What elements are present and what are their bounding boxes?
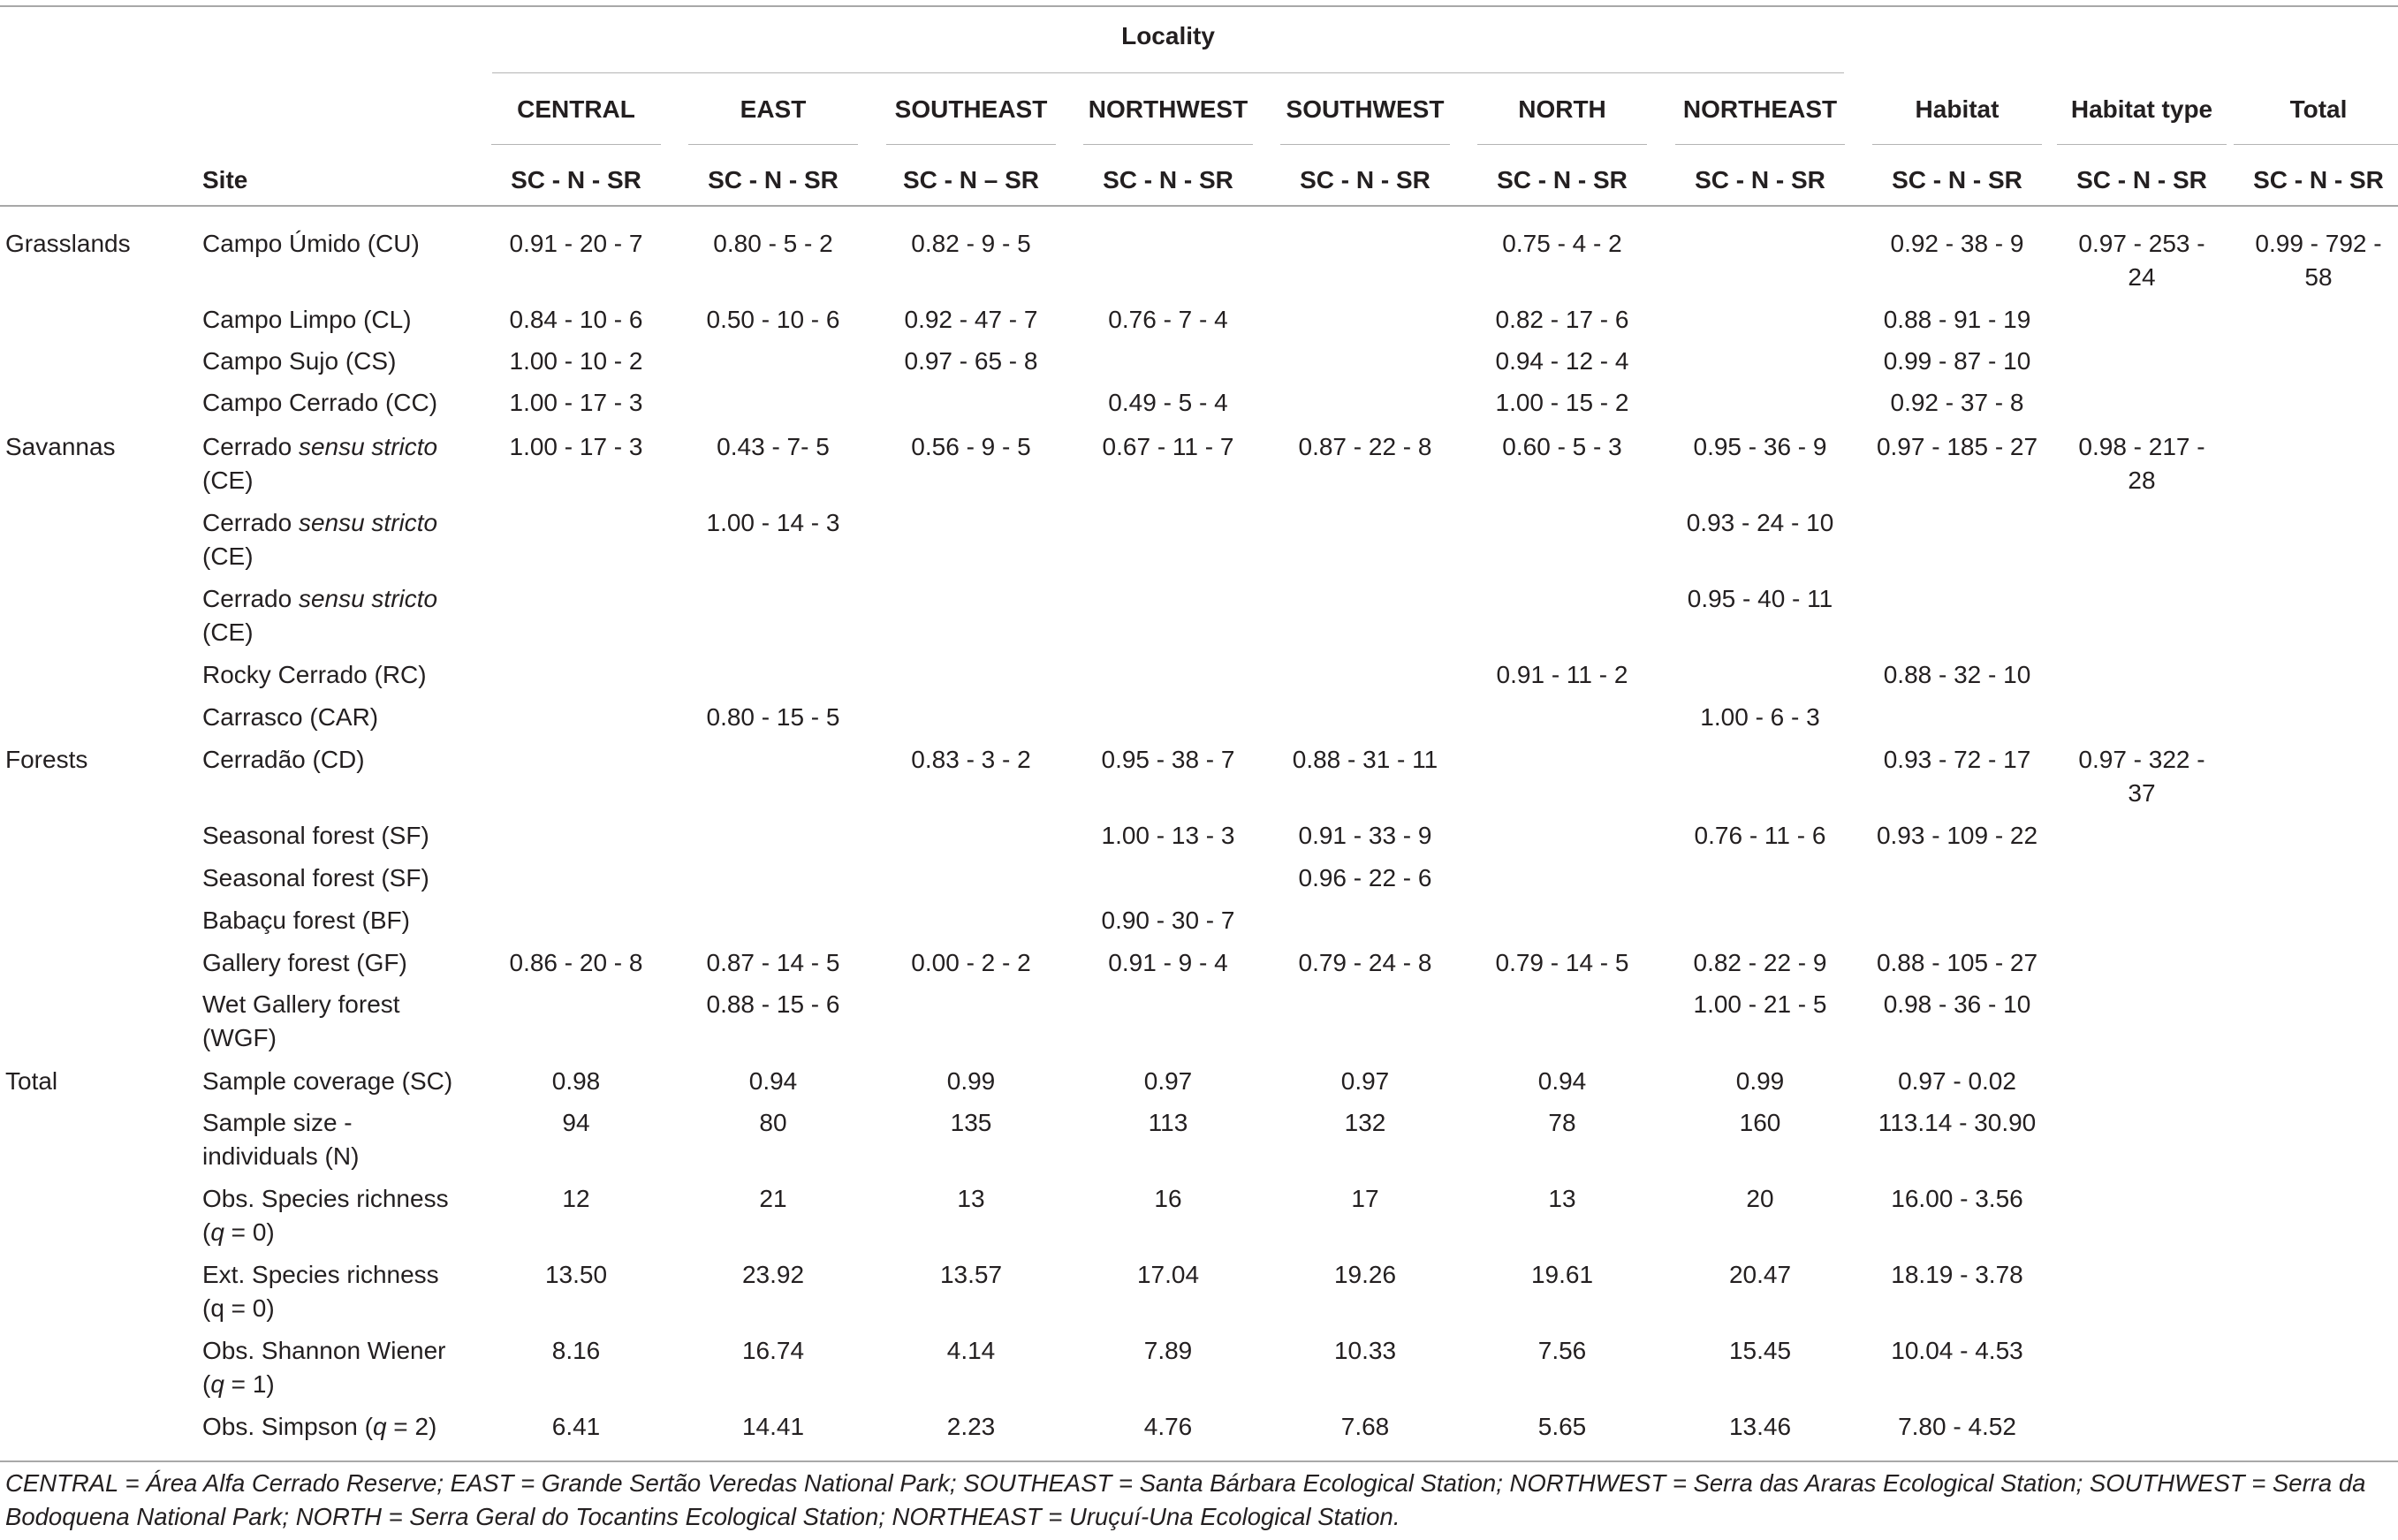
locality-col-header: SOUTHEAST — [894, 95, 1048, 123]
summary-cell: 7.80 - 4.52 — [1898, 1413, 2016, 1440]
site-label: Cerrado sensu stricto — [202, 585, 438, 612]
site-label: Cerrado sensu stricto — [202, 509, 438, 536]
column-underline — [1675, 144, 1845, 145]
locality-cell: 0.90 - 30 - 7 — [1101, 907, 1235, 934]
habitat-cell: 0.93 - 72 - 17 — [1883, 746, 2031, 773]
locality-cell: 0.76 - 11 - 6 — [1694, 822, 1826, 849]
locality-cell: 0.82 - 9 - 5 — [911, 230, 1031, 257]
summary-cell: 13 — [957, 1185, 985, 1212]
locality-cell: 0.91 - 20 - 7 — [509, 230, 643, 257]
locality-underline — [492, 72, 1844, 73]
subheader: SC - N - SR — [1892, 166, 2022, 193]
locality-cell: 0.95 - 38 - 7 — [1101, 746, 1235, 773]
site-label: Seasonal forest (SF) — [202, 822, 429, 849]
column-underline — [2057, 144, 2227, 145]
locality-cell: 1.00 - 17 - 3 — [509, 433, 643, 460]
summary-cell: 13.46 — [1728, 1413, 1792, 1440]
summary-cell: 113.14 - 30.90 — [1878, 1109, 2037, 1136]
bottom-rule — [0, 1460, 2398, 1462]
habitat-type-cell: 37 — [2128, 779, 2156, 807]
locality-cell: 0.88 - 31 - 11 — [1292, 746, 1438, 773]
locality-col-header: SOUTHWEST — [1286, 95, 1445, 123]
locality-col-header: EAST — [740, 95, 807, 123]
summary-cell: 132 — [1344, 1109, 1386, 1136]
habitat-type-header: Habitat type — [2070, 95, 2213, 123]
summary-cell: 23.92 — [741, 1261, 805, 1288]
locality-cell: 0.79 - 24 - 8 — [1298, 949, 1432, 976]
site-label-line2: (q = 0) — [202, 1294, 275, 1322]
locality-col-header: NORTHWEST — [1088, 95, 1248, 123]
locality-cell: 0.87 - 22 - 8 — [1298, 433, 1432, 460]
summary-cell: 16.74 — [741, 1337, 805, 1364]
summary-cell: 135 — [950, 1109, 992, 1136]
locality-cell: 0.86 - 20 - 8 — [509, 949, 643, 976]
locality-cell: 0.95 - 36 - 9 — [1693, 433, 1827, 460]
site-label: Rocky Cerrado (RC) — [202, 661, 427, 688]
locality-cell: 0.80 - 15 - 5 — [706, 703, 840, 731]
habitat-type-cell: 0.97 - 253 - — [2078, 230, 2205, 257]
locality-cell: 0.94 - 12 - 4 — [1495, 347, 1629, 375]
site-header: Site — [202, 166, 248, 193]
group-label-grasslands: Grasslands — [5, 230, 131, 257]
summary-cell: 12 — [562, 1185, 590, 1212]
locality-cell: 0.56 - 9 - 5 — [911, 433, 1031, 460]
locality-cell: 1.00 - 13 - 3 — [1101, 822, 1235, 849]
habitat-cell: 0.88 - 105 - 27 — [1876, 949, 2038, 976]
locality-cell: 0.91 - 33 - 9 — [1298, 822, 1432, 849]
habitat-cell: 0.92 - 37 - 8 — [1890, 389, 2024, 416]
total-cell: 58 — [2304, 263, 2333, 291]
habitat-cell: 0.88 - 91 - 19 — [1883, 306, 2031, 333]
subheader: SC - N - SR — [1497, 166, 1628, 193]
subheader: SC - N – SR — [902, 166, 1040, 193]
habitat-cell: 0.92 - 38 - 9 — [1890, 230, 2024, 257]
summary-cell: 10.33 — [1333, 1337, 1397, 1364]
locality-cell: 0.96 - 22 - 6 — [1298, 864, 1432, 891]
locality-cell: 0.00 - 2 - 2 — [911, 949, 1031, 976]
habitat-cell: 0.97 - 185 - 27 — [1876, 433, 2038, 460]
summary-cell: 19.61 — [1530, 1261, 1594, 1288]
locality-col-header: NORTHEAST — [1682, 95, 1838, 123]
summary-cell: 0.97 — [1340, 1067, 1390, 1095]
group-label-forests: Forests — [5, 746, 88, 773]
subheader: SC - N - SR — [2253, 166, 2384, 193]
column-underline — [1872, 144, 2042, 145]
summary-cell: 160 — [1739, 1109, 1781, 1136]
site-label-line2: (q = 1) — [202, 1370, 275, 1398]
locality-cell: 0.82 - 22 - 9 — [1693, 949, 1827, 976]
locality-cell: 1.00 - 15 - 2 — [1495, 389, 1629, 416]
summary-cell: 6.41 — [551, 1413, 601, 1440]
group-label-total: Total — [5, 1067, 58, 1095]
summary-cell: 0.94 — [748, 1067, 798, 1095]
summary-cell: 0.94 — [1537, 1067, 1587, 1095]
site-label: Cerrado sensu stricto — [202, 433, 438, 460]
summary-cell: 8.16 — [551, 1337, 601, 1364]
summary-cell: 0.97 — [1143, 1067, 1193, 1095]
summary-cell: 14.41 — [741, 1413, 805, 1440]
locality-cell: 0.92 - 47 - 7 — [904, 306, 1038, 333]
column-underline — [2234, 144, 2398, 145]
summary-cell: 17.04 — [1136, 1261, 1200, 1288]
total-cell: 0.99 - 792 - — [2255, 230, 2382, 257]
summary-cell: 0.98 — [551, 1067, 601, 1095]
column-underline — [1477, 144, 1647, 145]
locality-cell: 0.82 - 17 - 6 — [1495, 306, 1629, 333]
locality-cell: 0.60 - 5 - 3 — [1502, 433, 1622, 460]
site-label: Obs. Shannon Wiener — [202, 1337, 446, 1364]
locality-cell: 0.91 - 9 - 4 — [1108, 949, 1228, 976]
habitat-cell: 0.88 - 32 - 10 — [1883, 661, 2031, 688]
summary-cell: 17 — [1351, 1185, 1379, 1212]
locality-header: Locality — [1121, 22, 1215, 49]
summary-cell: 4.14 — [946, 1337, 996, 1364]
site-label: Seasonal forest (SF) — [202, 864, 429, 891]
locality-cell: 1.00 - 17 - 3 — [509, 389, 643, 416]
habitat-type-cell: 0.97 - 322 - — [2078, 746, 2205, 773]
summary-cell: 21 — [759, 1185, 787, 1212]
summary-cell: 94 — [562, 1109, 590, 1136]
summary-cell: 15.45 — [1728, 1337, 1792, 1364]
site-label-line2: (CE) — [202, 467, 254, 494]
locality-col-header: CENTRAL — [517, 95, 635, 123]
locality-col-header: NORTH — [1518, 95, 1606, 123]
subheader: SC - N - SR — [511, 166, 641, 193]
total-header: Total — [2289, 95, 2348, 123]
summary-cell: 7.68 — [1340, 1413, 1390, 1440]
habitat-cell: 0.98 - 36 - 10 — [1883, 990, 2031, 1018]
locality-cell: 0.80 - 5 - 2 — [713, 230, 833, 257]
site-label-line2: (CE) — [202, 542, 254, 570]
summary-cell: 113 — [1148, 1109, 1188, 1136]
subheader: SC - N - SR — [1695, 166, 1825, 193]
site-label-line2: individuals (N) — [202, 1142, 360, 1170]
locality-cell: 0.50 - 10 - 6 — [706, 306, 840, 333]
habitat-type-cell: 28 — [2128, 467, 2156, 494]
summary-cell: 13.57 — [939, 1261, 1003, 1288]
column-underline — [491, 144, 661, 145]
column-underline — [886, 144, 1056, 145]
site-label: Carrasco (CAR) — [202, 703, 379, 731]
site-label: Obs. Simpson (q = 2) — [202, 1413, 437, 1440]
site-label: Cerradão (CD) — [202, 746, 365, 773]
summary-cell: 20 — [1746, 1185, 1774, 1212]
summary-cell: 13.50 — [544, 1261, 608, 1288]
locality-cell: 0.76 - 7 - 4 — [1108, 306, 1228, 333]
locality-cell: 0.83 - 3 - 2 — [911, 746, 1031, 773]
site-label: Babaçu forest (BF) — [202, 907, 410, 934]
summary-cell: 10.04 - 4.53 — [1891, 1337, 2023, 1364]
summary-cell: 0.99 — [1735, 1067, 1785, 1095]
site-label-line2: (CE) — [202, 618, 254, 646]
locality-cell: 1.00 - 10 - 2 — [509, 347, 643, 375]
locality-cell: 0.79 - 14 - 5 — [1495, 949, 1629, 976]
column-underline — [1083, 144, 1253, 145]
locality-cell: 1.00 - 14 - 3 — [706, 509, 840, 536]
site-label: Gallery forest (GF) — [202, 949, 407, 976]
habitat-type-cell: 0.98 - 217 - — [2078, 433, 2205, 460]
column-underline — [1280, 144, 1450, 145]
group-label-savannas: Savannas — [5, 433, 116, 460]
site-label: Sample size - — [202, 1109, 353, 1136]
locality-cell: 0.97 - 65 - 8 — [904, 347, 1038, 375]
habitat-cell: 0.99 - 87 - 10 — [1883, 347, 2031, 375]
habitat-header: Habitat — [1915, 95, 2000, 123]
summary-cell: 16.00 - 3.56 — [1891, 1185, 2023, 1212]
locality-cell: 0.87 - 14 - 5 — [706, 949, 840, 976]
summary-cell: 20.47 — [1728, 1261, 1792, 1288]
site-label: Campo Sujo (CS) — [202, 347, 397, 375]
locality-cell: 1.00 - 21 - 5 — [1693, 990, 1827, 1018]
subheader: SC - N - SR — [708, 166, 839, 193]
site-label: Wet Gallery forest — [202, 990, 400, 1018]
summary-cell: 7.89 — [1143, 1337, 1193, 1364]
summary-cell: 7.56 — [1537, 1337, 1587, 1364]
locality-cell: 0.84 - 10 - 6 — [509, 306, 643, 333]
locality-cell: 0.95 - 40 - 11 — [1687, 585, 1833, 612]
site-label: Obs. Species richness — [202, 1185, 449, 1212]
summary-cell: 78 — [1548, 1109, 1576, 1136]
site-label: Ext. Species richness — [202, 1261, 439, 1288]
summary-cell: 19.26 — [1333, 1261, 1397, 1288]
locality-cell: 1.00 - 6 - 3 — [1700, 703, 1820, 731]
locality-cell: 0.75 - 4 - 2 — [1502, 230, 1622, 257]
top-rule — [0, 5, 2398, 7]
subheader: SC - N - SR — [1300, 166, 1430, 193]
summary-cell: 4.76 — [1143, 1413, 1193, 1440]
locality-cell: 0.88 - 15 - 6 — [706, 990, 840, 1018]
summary-cell: 18.19 - 3.78 — [1891, 1261, 2023, 1288]
site-label-line2: (q = 0) — [202, 1218, 275, 1246]
site-label: Sample coverage (SC) — [202, 1067, 453, 1095]
summary-cell: 16 — [1154, 1185, 1182, 1212]
locality-cell: 0.93 - 24 - 10 — [1686, 509, 1834, 536]
locality-cell: 0.91 - 11 - 2 — [1496, 661, 1628, 688]
habitat-type-cell: 24 — [2128, 263, 2156, 291]
summary-cell: 13 — [1548, 1185, 1576, 1212]
summary-cell: 80 — [759, 1109, 787, 1136]
locality-cell: 0.49 - 5 - 4 — [1108, 389, 1228, 416]
subheader: SC - N - SR — [2076, 166, 2207, 193]
summary-cell: 0.97 - 0.02 — [1898, 1067, 2016, 1095]
summary-cell: 5.65 — [1537, 1413, 1587, 1440]
summary-cell: 0.99 — [946, 1067, 996, 1095]
summary-cell: 2.23 — [946, 1413, 996, 1440]
site-label: Campo Limpo (CL) — [202, 306, 412, 333]
header-bottom-rule — [0, 205, 2398, 207]
site-label-line2: (WGF) — [202, 1024, 277, 1051]
habitat-cell: 0.93 - 109 - 22 — [1876, 822, 2038, 849]
column-underline — [688, 144, 858, 145]
subheader: SC - N - SR — [1103, 166, 1233, 193]
site-label: Campo Úmido (CU) — [202, 230, 420, 257]
site-label: Campo Cerrado (CC) — [202, 389, 438, 416]
locality-cell: 0.67 - 11 - 7 — [1102, 433, 1234, 460]
locality-cell: 0.43 - 7- 5 — [717, 433, 830, 460]
footnote: CENTRAL = Área Alfa Cerrado Reserve; EAST = Grande Sertão Veredas National Park; SOUTHEAST = Santa Bárbara Ecological Station; NORTHWEST = Serra das Araras Ecological Station; SOUTHWEST = Serra da Bodoquena National Park; NORTH = Serra Geral do Tocantins Ecological Station; NORTHEAST = Uruçuí-Una Ecological Station. — [5, 1469, 2366, 1530]
